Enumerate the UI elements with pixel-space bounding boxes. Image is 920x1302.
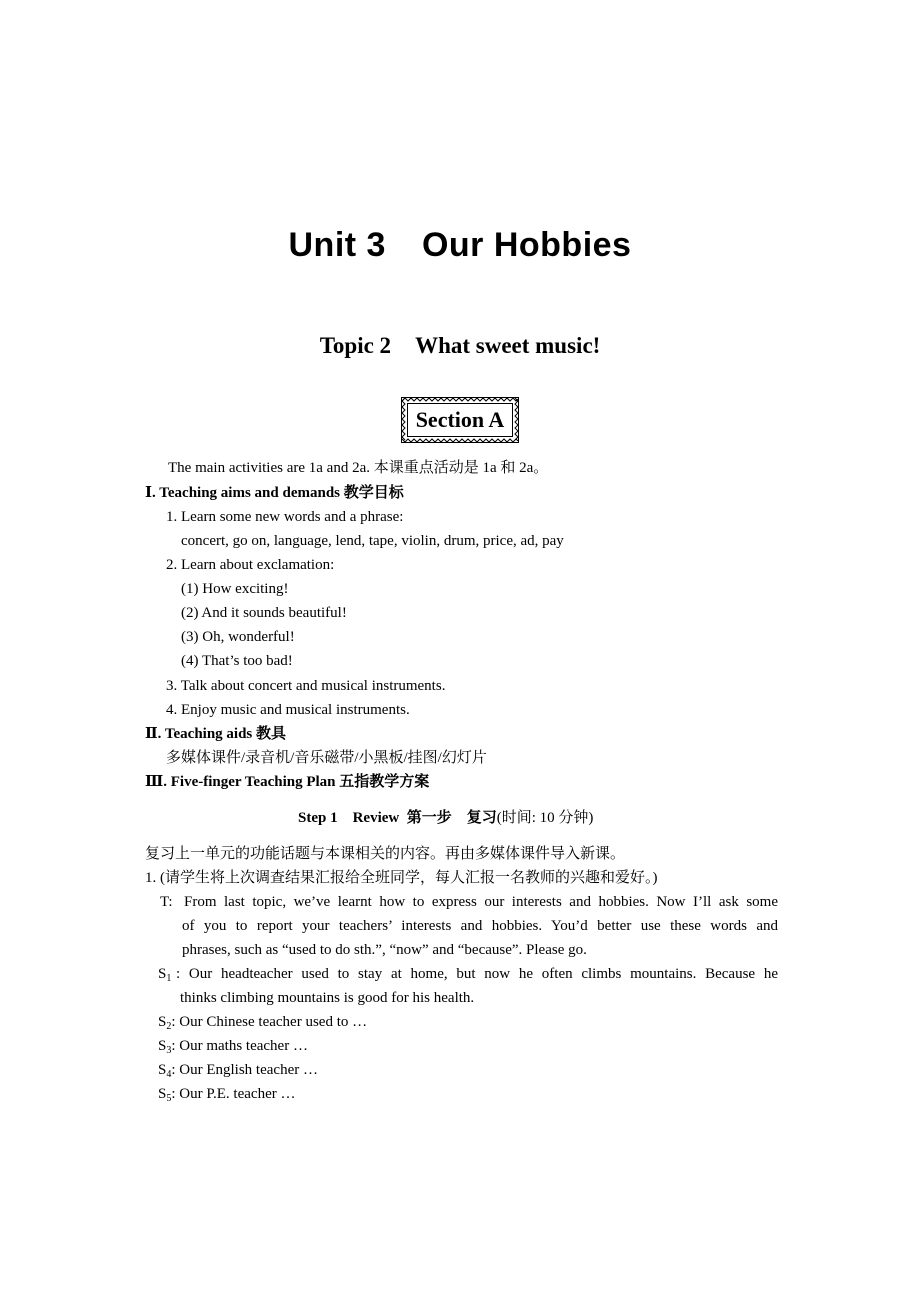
exclamation-example: (1) How exciting! — [181, 581, 289, 597]
topic-title: Topic 2 What sweet music! — [319, 333, 601, 358]
section-badge — [400, 396, 520, 444]
student-speaker: $S_1$ — [158, 966, 172, 984]
exclamation-example: (2) And it sounds beautiful! — [181, 605, 347, 621]
teacher-line: phrases, such as “used to do sth.”, “now” and “because”. Please go. — [182, 942, 587, 958]
student-dialogue-line: $S_4$: Our English teacher … — [158, 1062, 318, 1080]
exclamation-example: (3) Oh, wonderful! — [181, 629, 295, 645]
main-activities: The main activities are 1a and 2a. 本课重点活动是 1a 和 2a。 — [168, 460, 549, 476]
step1-item-1: 1. (请学生将上次调查结果汇报给全班同学，每人汇报一名教师的兴趣和爱好。) — [145, 870, 658, 886]
teacher-speaker: T: — [160, 894, 173, 910]
step1-intro: 复习上一单元的功能话题与本课相关的内容。再由多媒体课件导入新课。 — [145, 846, 626, 862]
part3-heading: Ⅲ. Five-finger Teaching Plan 五指教学方案 — [145, 774, 430, 790]
section-label: Section A — [415, 407, 505, 432]
teacher-line: of you to report your teachers’ interests and hobbies. You’d better use these words and — [182, 918, 778, 934]
aim-item-4: 4. Enjoy music and musical instruments. — [166, 702, 410, 718]
unit-title: Unit 3 Our Hobbies — [288, 226, 632, 264]
teacher-line: From last topic, we’ve learnt how to express our interests and hobbies. Now I’ll ask some — [184, 894, 778, 910]
part1-heading: Ⅰ. Teaching aims and demands 教学目标 — [145, 485, 404, 501]
step1-label: Step 1 Review 第一步 复习 — [298, 810, 497, 826]
step1-heading — [298, 809, 593, 827]
teaching-aids-list: 多媒体课件/录音机/音乐磁带/小黑板/挂图/幻灯片 — [166, 750, 487, 766]
step1-time: (时间: 10 分钟) — [496, 810, 594, 826]
exclamation-example: (4) That’s too bad! — [181, 653, 293, 669]
part2-heading: Ⅱ. Teaching aids 教具 — [145, 726, 287, 742]
student-dialogue-line: $S_2$: Our Chinese teacher used to … — [158, 1014, 368, 1032]
student-line: thinks climbing mountains is good for his health. — [180, 990, 475, 1006]
student-line: : Our headteacher used to stay at home, but now he often climbs mountains. Because he — [176, 966, 778, 982]
aim-item-1: 1. Learn some new words and a phrase: — [166, 509, 404, 525]
student-dialogue-line: $S_3$: Our maths teacher … — [158, 1038, 308, 1056]
aim-item-1-words: concert, go on, language, lend, tape, violin, drum, price, ad, pay — [181, 533, 564, 549]
aim-item-3: 3. Talk about concert and musical instruments. — [166, 678, 446, 694]
student-dialogue-line: $S_5$: Our P.E. teacher … — [158, 1086, 296, 1104]
aim-item-2: 2. Learn about exclamation: — [166, 557, 335, 573]
